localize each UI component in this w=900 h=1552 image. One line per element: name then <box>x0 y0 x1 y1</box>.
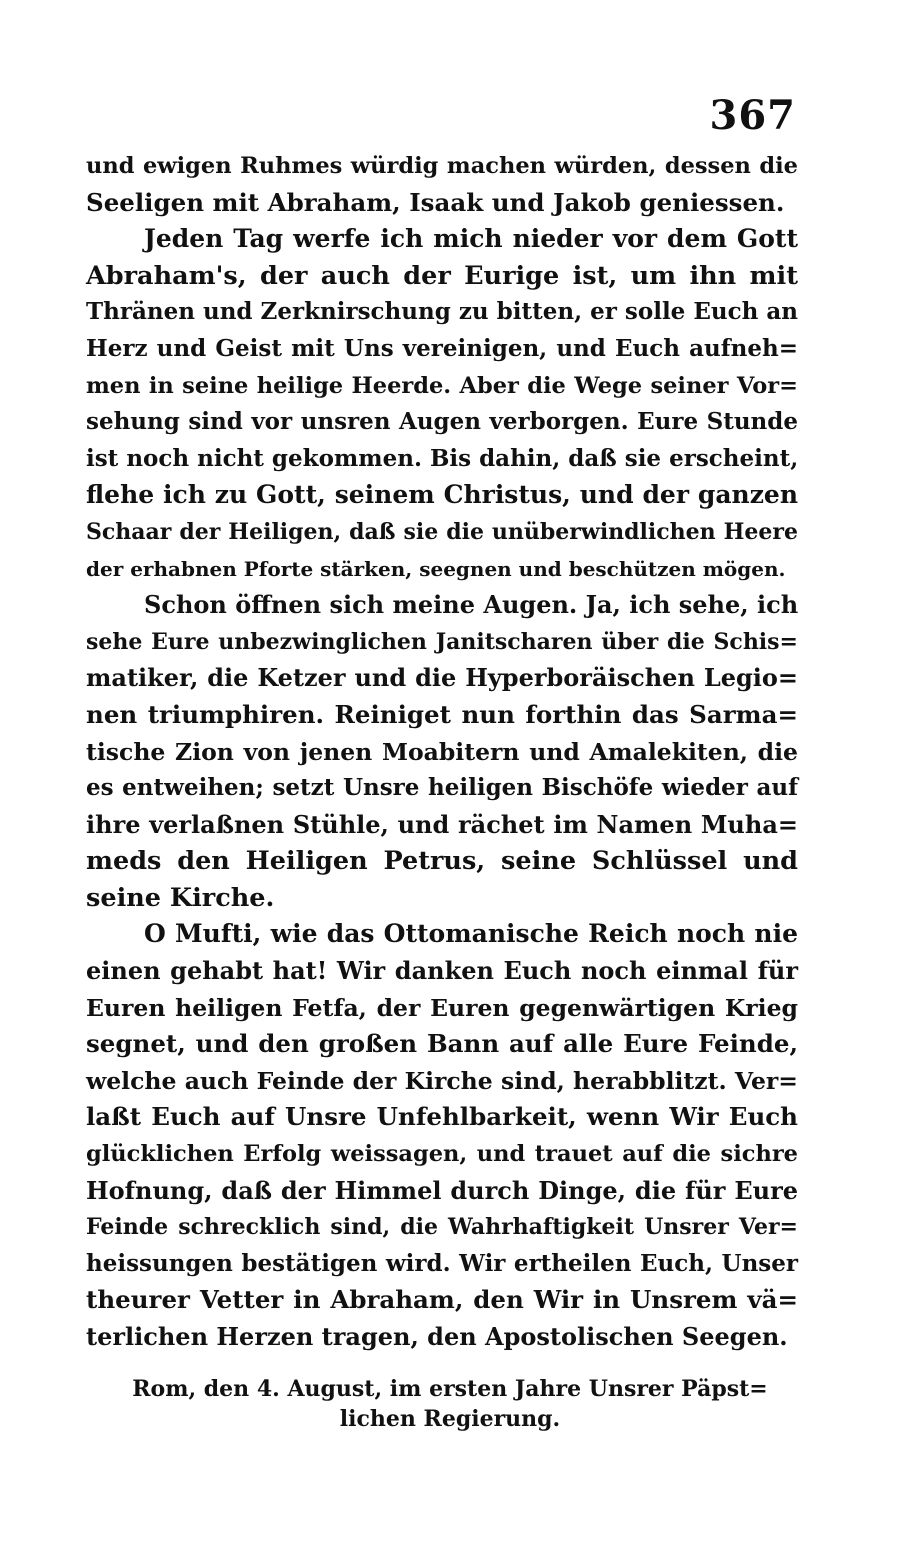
text-line: tische Zion von jenen Moabitern und Amalekiten, die <box>86 737 798 766</box>
text-line: der erhabnen Pforte stärken, seegnen und beschützen mögen. <box>86 556 786 581</box>
paragraph-1 <box>86 148 798 221</box>
text-line: Schaar der Heiligen, daß sie die unüberwindlichen Heere <box>86 518 798 545</box>
text-line: Abraham's, der auch der Eurige ist, um ihn mit <box>86 260 798 291</box>
text-line: Herz und Geist mit Uns vereinigen, und Euch aufneh= <box>86 334 798 362</box>
text-line: seine Kirche. <box>86 882 275 913</box>
text-line: und ewigen Ruhmes würdig machen würden, dessen die <box>86 153 798 179</box>
text-line: heissungen bestätigen wird. Wir ertheilen Euch, Unser <box>86 1249 798 1277</box>
text-line: nen triumphiren. Reiniget nun forthin das Sarma= <box>86 699 798 729</box>
text-line: segnet, und den großen Bann auf alle Eure Feinde, <box>86 1029 798 1059</box>
text-line: men in seine heilige Heerde. Aber die Wege seiner Vor= <box>86 372 798 399</box>
paragraph-4 <box>86 916 798 1355</box>
text-line: Feinde schrecklich sind, die Wahrhaftigkeit Unsrer Ver= <box>86 1214 798 1241</box>
text-line: Thränen und Zerknirschung zu bitten, er solle Euch an <box>86 298 798 326</box>
paragraph-2 <box>86 221 798 587</box>
text-line: glücklichen Erfolg weissagen, und trauet auf die sichre <box>86 1141 798 1168</box>
dateline-line-2: lichen Regierung. <box>339 1406 561 1432</box>
text-line: flehe ich zu Gott, seinem Christus, und der ganzen <box>86 480 798 510</box>
text-line: matiker, die Ketzer und die Hyperboräischen Legio= <box>86 663 798 693</box>
text-line: Jeden Tag werfe ich mich nieder vor dem Gott <box>144 224 798 254</box>
dateline-line-1: Rom, den 4. August, im ersten Jahre Unsrer Päpst= <box>132 1376 768 1402</box>
dateline-signature <box>110 1374 790 1434</box>
text-line: laßt Euch auf Unsre Unfehlbarkeit, wenn Wir Euch <box>86 1102 798 1132</box>
paragraph-3 <box>86 587 798 916</box>
text-line: Schon öffnen sich meine Augen. Ja, ich sehe, ich <box>144 590 799 620</box>
text-line: theurer Vetter in Abraham, den Wir in Unsrem vä= <box>86 1285 798 1315</box>
text-line: einen gehabt hat! Wir danken Euch noch einmal für <box>86 956 798 986</box>
text-line: Seeligen mit Abraham, Isaak und Jakob geniessen. <box>86 187 785 217</box>
text-line: terlichen Herzen tragen, den Apostolischen Seegen. <box>86 1322 788 1351</box>
text-line: sehung sind vor unsren Augen verborgen. Eure Stunde <box>86 408 798 436</box>
text-line: O Mufti, wie das Ottomanische Reich noch nie <box>144 919 798 949</box>
body-text <box>86 148 798 1356</box>
text-line: ihre verlaßnen Stühle, und rächet im Namen Muha= <box>86 809 798 839</box>
text-line: es entweihen; setzt Unsre heiligen Bischöfe wieder auf <box>86 774 798 802</box>
text-line: meds den Heiligen Petrus, seine Schlüssel und <box>86 846 798 877</box>
text-line: welche auch Feinde der Kirche sind, herabblitzt. Ver= <box>86 1066 798 1095</box>
page-number: 367 <box>709 92 796 139</box>
text-line: Hofnung, daß der Himmel durch Dinge, die für Eure <box>86 1175 798 1205</box>
text-line: Euren heiligen Fetfa, der Euren gegenwärtigen Krieg <box>86 993 798 1022</box>
text-line: sehe Eure unbezwinglichen Janitscharen über die Schis= <box>86 628 798 655</box>
text-line: ist noch nicht gekommen. Bis dahin, daß sie erscheint, <box>86 444 799 472</box>
